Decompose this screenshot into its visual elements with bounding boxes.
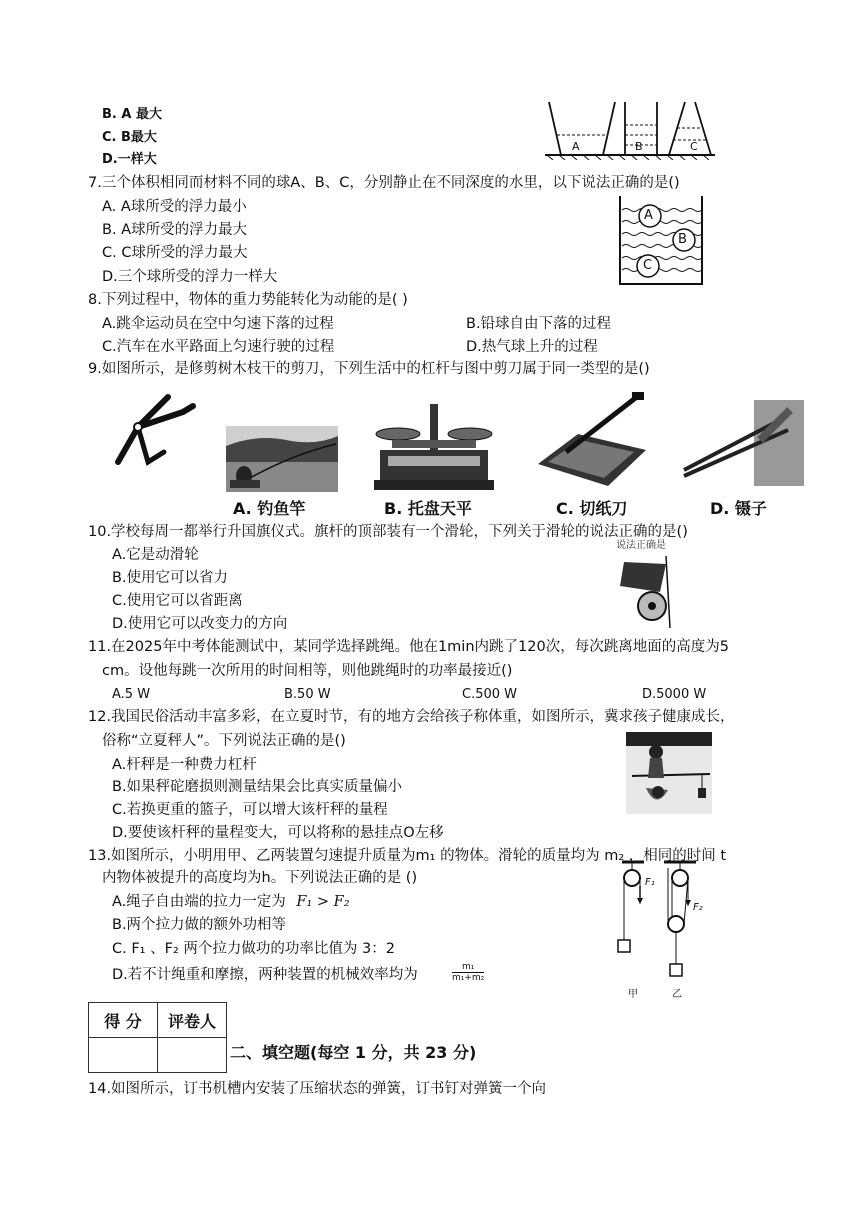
q11-stem-line1: 11.在2025年中考体能测试中，某同学选择跳绳。他在1min内跳了120次，每次跳离地面的高度为5: [88, 639, 729, 655]
q13-option-a: [112, 891, 350, 913]
q6-label-b: B: [635, 140, 643, 153]
q8-stem: 8.下列过程中，物体的重力势能转化为动能的是( ): [88, 292, 408, 308]
q13-efficiency-fraction: [452, 962, 484, 983]
q12-option-d: D.要使该杆秤的量程变大，可以将称的悬挂点O左移: [112, 825, 444, 841]
q13-label-f1: F₁: [645, 877, 655, 888]
q10-option-b: B.使用它可以省力: [112, 570, 229, 586]
q9-caption-b: B. 托盘天平: [384, 499, 472, 518]
q12-option-c: C.若换更重的篮子，可以增大该杆秤的量程: [112, 802, 388, 818]
q7-ball-b-label: B: [678, 232, 687, 247]
q6-label-a: A: [572, 140, 580, 153]
q10-stem: 10.学校每周一都举行升国旗仪式。旗杆的顶部装有一个滑轮，下列关于滑轮的说法正确的是(): [88, 524, 688, 540]
q7-ball-a-label: A: [644, 208, 653, 223]
score-cell[interactable]: [89, 1038, 158, 1073]
q13-label-jia: 甲: [628, 989, 638, 1000]
q11-option-b: B.50 W: [284, 687, 331, 702]
q12-stem-line2: 俗称“立夏秤人”。下列说法正确的是(): [102, 733, 346, 749]
q8-option-c: C.汽车在水平路面上匀速行驶的过程: [102, 339, 335, 355]
paper-cutter-photo: [538, 392, 646, 488]
q12-option-b: B.如果秤砣磨损则测量结果会比真实质量偏小: [112, 779, 403, 795]
q6-label-c: C: [690, 140, 698, 153]
q6-option-c: C. B最大: [102, 130, 157, 145]
q8-option-d: D.热气球上升的过程: [466, 339, 598, 355]
fraction-denominator: m₁+m₂: [452, 973, 485, 983]
q10-option-c: C.使用它可以省距离: [112, 593, 243, 609]
q10-option-d: D.使用它可以改变力的方向: [112, 616, 288, 632]
q7-option-d: D.三个球所受的浮力一样大: [102, 269, 278, 285]
section-2-title: 二、填空题(每空 1 分，共 23 分): [230, 1043, 477, 1062]
q12-stem-line1: 12.我国民俗活动丰富多彩，在立夏时节，有的地方会给孩子称体重，如图所示，冀求孩子健康成长，: [88, 709, 735, 725]
q7-ball-c-label: C: [643, 258, 653, 273]
fraction-numerator: m₁: [452, 962, 484, 973]
score-box: [88, 1002, 227, 1073]
q13-option-d: D.若不计绳重和摩擦，两种装置的机械效率均为: [112, 967, 418, 983]
grader-cell[interactable]: [158, 1038, 227, 1073]
q13-option-b: B.两个拉力做的额外功相等: [112, 917, 287, 933]
q13-option-a-text: A.绳子自由端的拉力一定为: [112, 894, 286, 910]
q11-option-d: D.5000 W: [642, 687, 707, 702]
steelyard-weighing-photo: [626, 732, 712, 814]
q13-stem-line2: 内物体被提升的高度均为h。下列说法正确的是 (): [102, 870, 418, 886]
q7-option-c: C. C球所受的浮力最大: [102, 245, 248, 261]
q13-pulley-systems-figure: [614, 858, 704, 983]
q12-option-a: A.杆秤是一种费力杠杆: [112, 757, 257, 773]
fishing-rod-photo: [226, 426, 338, 492]
q6-option-d: D.一样大: [102, 152, 157, 167]
q10-option-a: A.它是动滑轮: [112, 547, 199, 563]
q9-stem: 9.如图所示，是修剪树木枝干的剪刀，下列生活中的杠杆与图中剪刀属于同一类型的是(): [88, 361, 650, 377]
q7-option-a: A. A球所受的浮力最小: [102, 199, 247, 215]
score-header: 得 分: [89, 1003, 158, 1038]
q7-option-b: B. A球所受的浮力最大: [102, 222, 248, 238]
flag-pulley-photo: [614, 546, 686, 628]
q6-option-b: B. A 最大: [102, 107, 162, 122]
q13-label-yi: 乙: [672, 989, 682, 1000]
q9-caption-d: D. 镊子: [710, 499, 767, 518]
q7-balls-in-water-figure: [618, 196, 704, 286]
q11-option-c: C.500 W: [462, 687, 518, 702]
q14-stem: 14.如图所示，订书机槽内安装了压缩状态的弹簧，订书钉对弹簧一个向: [88, 1081, 547, 1097]
q10-image-text: 说法正确是: [616, 540, 666, 551]
q8-option-b: B.铅球自由下落的过程: [466, 316, 612, 332]
q13-label-f2: F₂: [693, 902, 703, 913]
q7-stem: 7.三个体积相同而材料不同的球A、B、C，分别静止在不同深度的水里，以下说法正确的是(): [88, 175, 680, 191]
q13-option-c: C. F₁ 、F₂ 两个拉力做功的功率比值为 3：2: [112, 941, 395, 957]
pruning-shears-figure: [108, 392, 198, 467]
q11-option-a: A.5 W: [112, 687, 151, 702]
q8-option-a: A.跳伞运动员在空中匀速下落的过程: [102, 316, 334, 332]
q9-caption-c: C. 切纸刀: [556, 499, 628, 518]
grader-header: 评卷人: [158, 1003, 227, 1038]
q11-stem-line2: cm。设他每跳一次所用的时间相等，则他跳绳时的功率最接近(): [102, 663, 513, 679]
q13-stem-line1: 13.如图所示，小明用甲、乙两装置匀速提升质量为m₁ 的物体。滑轮的质量均为 m₂ ，相同的时间 t: [88, 848, 727, 864]
q13-option-a-formula: F₁ > F₂: [296, 894, 350, 910]
tweezers-photo: [680, 400, 804, 486]
q9-caption-a: A. 钓鱼竿: [233, 499, 306, 518]
tray-balance-photo: [372, 404, 496, 492]
